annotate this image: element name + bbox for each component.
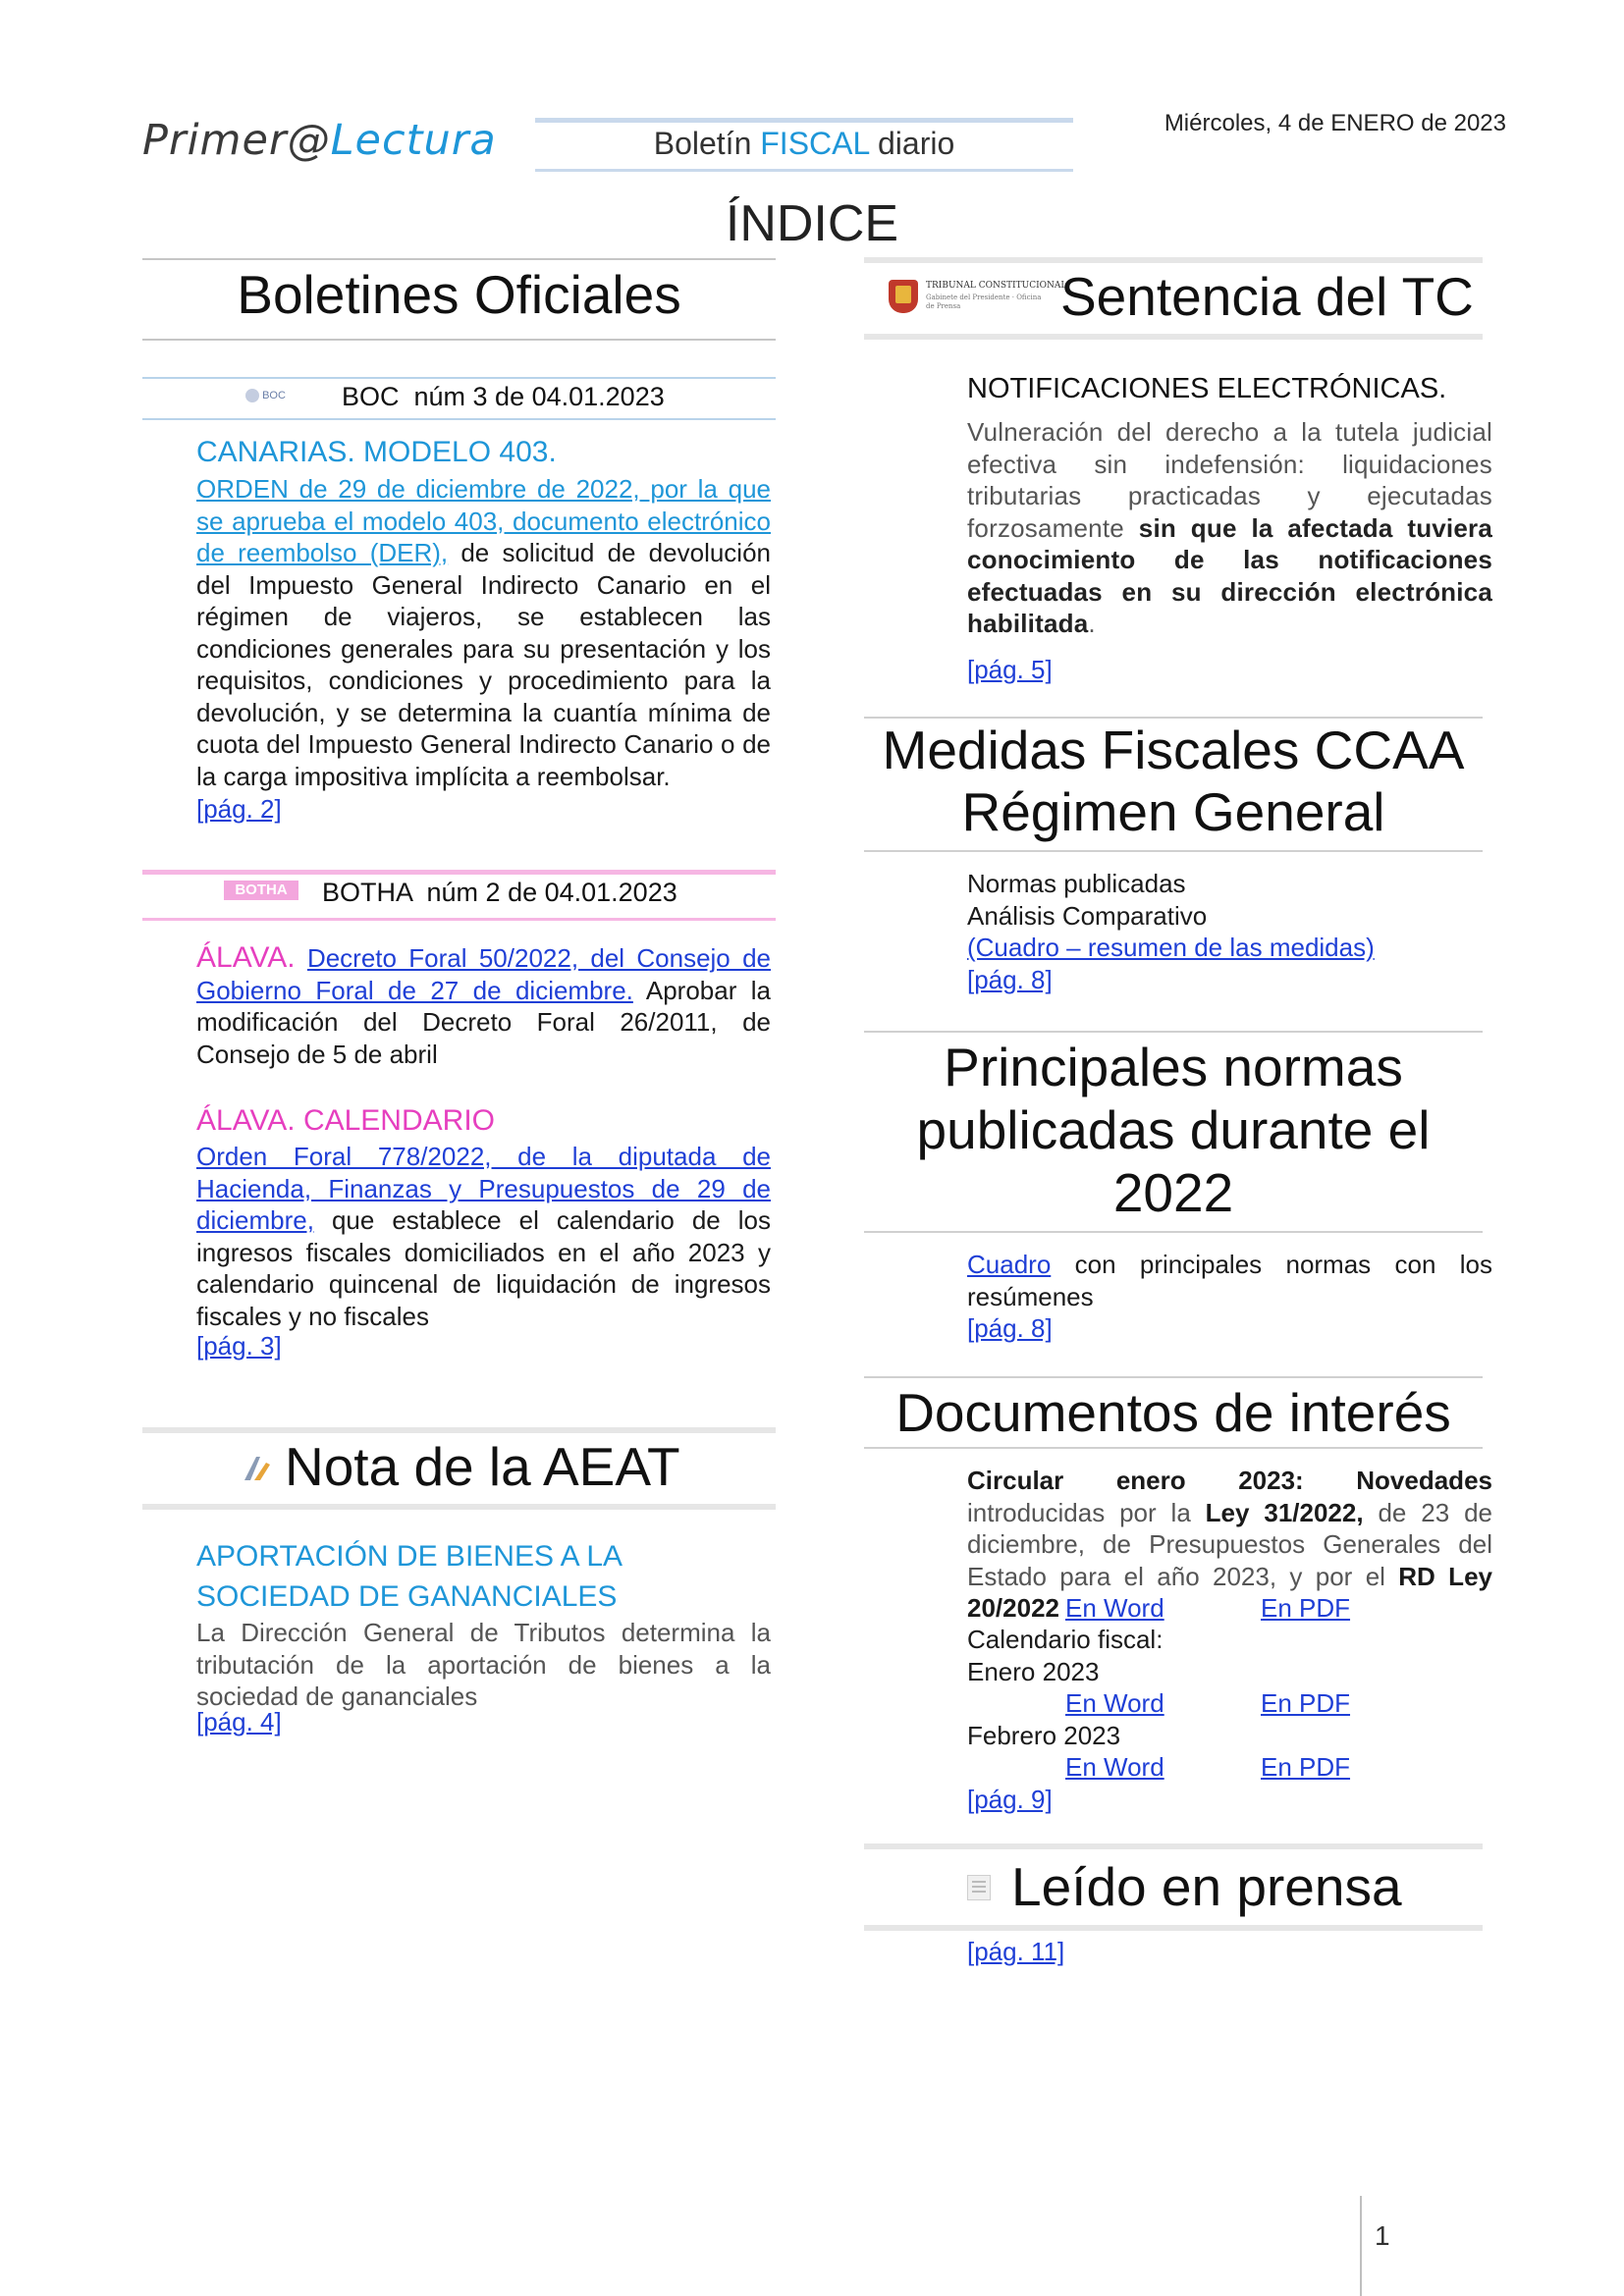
aeat-top-rule — [142, 1427, 776, 1433]
circular-pdf-link[interactable]: En PDF — [1261, 1593, 1351, 1623]
documentos-title: Documentos de interés — [895, 1382, 1451, 1443]
calendario-label: Calendario fiscal: — [967, 1625, 1164, 1654]
tc-item-title: NOTIFICACIONES ELECTRÓNICAS. — [967, 373, 1447, 404]
boc-heading: BOC núm 3 de 04.01.2023 — [342, 382, 665, 411]
botha-logo: BOTHA — [224, 881, 298, 900]
aeat-bottom-rule — [142, 1504, 776, 1510]
botha-item2-body: Orden Foral 778/2022, de la diputada de Hacienda, Finanzas y Presupuestos de 29 de diciembre, que establece el calendario de los ingresos fiscales domiciliados en el año 2023 y calendario quincenal de liquidación de ingresos fiscales y no fiscales — [196, 1142, 771, 1331]
boc-item-body: ORDEN de 29 de diciembre de 2022, por la que se aprueba el modelo 403, documento electrónico de reembolso (DER), de solicitud de devolución del Impuesto General Indirecto Canario en el régimen de viajeros, se establecen las condiciones generales para su presentación y los requisitos, condiciones y procedimiento para la devolución, y se determina la cuantía mínima de cuota del Impuesto General Indirecto Canario o de la carga impositiva implícita a reembolsar. — [196, 474, 771, 791]
botha-heading: BOTHA núm 2 de 04.01.2023 — [322, 878, 677, 907]
tc-item-body: Vulneración del derecho a la tutela judicial efectiva sin indefensión: liquidaciones tributarias practicadas y ejecutadas forzosamente sin que la afectada tuviera conocimiento de las notificaciones efectuadas en su dirección electrónica habilitada. — [967, 417, 1492, 638]
enero-label: Enero 2023 — [967, 1657, 1100, 1686]
aeat-item-title: APORTACIÓN DE BIENES A LA SOCIEDAD DE GANANCIALES — [196, 1540, 622, 1613]
rule — [142, 918, 776, 921]
rule — [864, 1376, 1483, 1378]
principales-title: Principales normas publicadas durante el 2022 — [916, 1037, 1431, 1223]
tc-bottom-rule — [864, 334, 1483, 340]
medidas-line2: Análisis Comparativo — [967, 901, 1208, 931]
principales-body: Cuadro con principales normas con los resúmenes — [967, 1250, 1492, 1311]
aeat-title: Nota de la AEAT — [285, 1436, 680, 1497]
header-logo — [142, 116, 497, 165]
page-number: 1 — [1375, 2220, 1390, 2251]
botha-item2-title: ÁLAVA. CALENDARIO — [196, 1104, 495, 1137]
febrero-word-link[interactable]: En Word — [1065, 1752, 1164, 1782]
medidas-line1: Normas publicadas — [967, 869, 1186, 898]
tc-logo: TRIBUNAL CONSTITUCIONAL Gabinete del Presidente · Oficina de Prensa — [889, 280, 1046, 315]
prensa-top-rule — [864, 1843, 1483, 1849]
tc-page-link[interactable]: [pág. 5] — [967, 655, 1053, 684]
documentos-circular: Circular enero 2023: Novedades introducidas por la Ley 31/2022, de 23 de diciembre, de Presupuestos Generales del Estado para el año 2023, y por el RD Ley 20/2022 — [967, 1466, 1492, 1623]
newspaper-icon — [967, 1875, 991, 1900]
orden-foral-link[interactable]: Orden Foral 778/2022, de la diputada de Hacienda, Finanzas y Presupuestos de 29 de diciembre, — [196, 1142, 771, 1235]
bulletin-top-rule — [535, 118, 1073, 123]
rule — [142, 418, 776, 420]
rule — [864, 1231, 1483, 1233]
medidas-title: Medidas Fiscales CCAA Régimen General — [882, 720, 1465, 842]
boc-order-link[interactable]: ORDEN de 29 de diciembre de 2022, por la que se aprueba el modelo 403, documento electrónico de reembolso (DER), — [196, 474, 771, 567]
rule — [142, 339, 776, 341]
botha-page-link[interactable]: [pág. 3] — [196, 1331, 282, 1361]
febrero-pdf-link[interactable]: En PDF — [1261, 1752, 1351, 1782]
prensa-page-link[interactable]: [pág. 11] — [967, 1937, 1065, 1966]
principales-cuadro-link[interactable]: Cuadro — [967, 1250, 1052, 1279]
rule — [864, 850, 1483, 852]
rule — [864, 1447, 1483, 1449]
index-title: ÍNDICE — [725, 195, 899, 252]
logo-primer: Primer@ — [142, 116, 331, 165]
bulletin-title: Boletín FISCAL diario — [653, 126, 955, 161]
febrero-label: Febrero 2023 — [967, 1721, 1121, 1750]
rule — [864, 1031, 1483, 1033]
header-date: Miércoles, 4 de ENERO de 2023 — [1164, 110, 1506, 136]
documentos-page-link[interactable]: [pág. 9] — [967, 1785, 1053, 1814]
boletines-title: Boletines Oficiales — [237, 264, 681, 325]
decreto-foral-link[interactable]: Decreto Foral 50/2022, del Consejo de Gobierno Foral de 27 de diciembre. — [196, 943, 772, 1005]
crest-icon — [245, 389, 259, 402]
medidas-page-link[interactable]: [pág. 8] — [967, 965, 1053, 994]
boc-logo: BOC — [245, 386, 306, 405]
medidas-cuadro-link[interactable]: (Cuadro – resumen de las medidas) — [967, 933, 1375, 962]
enero-pdf-link[interactable]: En PDF — [1261, 1688, 1351, 1718]
footer-divider — [1360, 2196, 1362, 2296]
principales-page-link[interactable]: [pág. 8] — [967, 1313, 1053, 1343]
rule — [142, 258, 776, 260]
logo-lectura: Lectura — [330, 116, 497, 165]
prensa-title: Leído en prensa — [1011, 1856, 1402, 1917]
boc-page-link[interactable]: [pág. 2] — [196, 794, 282, 824]
botha-item1: ÁLAVA. Decreto Foral 50/2022, del Consejo de Gobierno Foral de 27 de diciembre. Aprobar la modificación del Decreto Foral 26/2011, de Consejo de 5 de abril — [196, 941, 772, 1069]
enero-word-link[interactable]: En Word — [1065, 1688, 1164, 1718]
tc-crest-inner — [895, 286, 911, 303]
botha-item1-title: ÁLAVA. — [196, 941, 296, 974]
boc-item-title: CANARIAS. MODELO 403. — [196, 436, 557, 468]
tc-top-rule — [864, 257, 1483, 263]
aeat-page-link[interactable]: [pág. 4] — [196, 1707, 282, 1736]
bulletin-bottom-rule — [535, 169, 1073, 172]
rule — [864, 717, 1483, 719]
tc-title: Sentencia del TC — [1060, 266, 1474, 327]
circular-word-link[interactable]: En Word — [1065, 1593, 1164, 1623]
aeat-item-body: La Dirección General de Tributos determina la tributación de la aportación de bienes a la sociedad de gananciales — [196, 1618, 771, 1711]
aeat-logo-icon — [241, 1453, 276, 1484]
prensa-bottom-rule — [864, 1925, 1483, 1931]
